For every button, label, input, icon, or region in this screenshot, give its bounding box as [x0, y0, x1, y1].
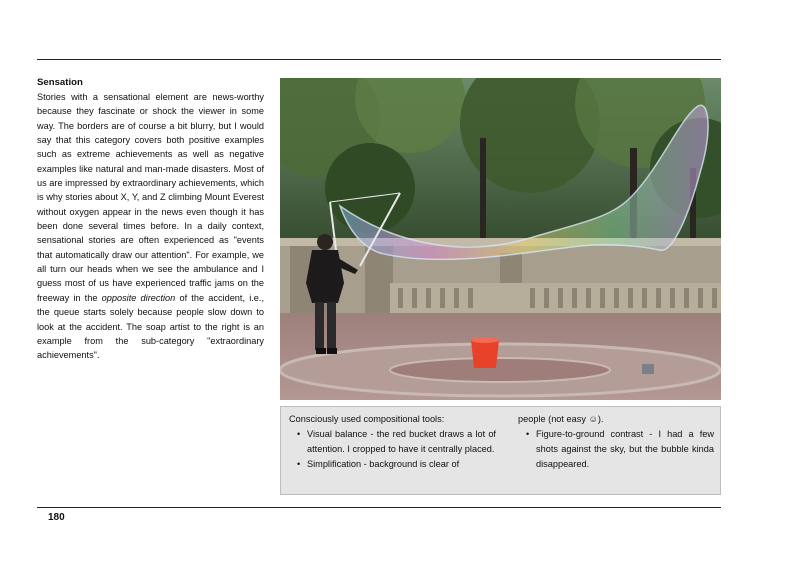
caption-column-left	[289, 412, 496, 472]
caption-item-simplification: • Simplification - background is clear of	[289, 457, 496, 472]
caption-item-figure-ground: • Figure-to-ground contrast - I had a few shots against the sky, but the bubble kinda disappeared.	[518, 427, 714, 472]
soap-artist-photo	[280, 78, 721, 400]
caption-box	[280, 406, 721, 495]
caption-list-2	[518, 427, 714, 472]
caption-title: Consciously used compositional tools:	[289, 414, 445, 424]
caption-item-visual-balance: • Visual balance - the red bucket draws a lot of attention. I cropped to have it centrally placed.	[289, 427, 496, 457]
caption-column-right	[518, 412, 714, 472]
caption-list	[289, 427, 496, 472]
bottom-rule	[37, 507, 721, 508]
red-bucket	[471, 340, 499, 368]
caption-continuation: people (not easy ☺).	[518, 414, 604, 424]
text-column	[37, 76, 264, 363]
paragraph-part-1: Stories with a sensational element are news-worthy because they fascinate or shock the viewer in some way. The borders are of course a bit blurry, but I would say that this category covers both positive examples such as extreme achievements as well as negative examples like natural and man-made disasters. Most of us are impressed by extraordinary achievements, which is why stories about X, Y, and Z climbing Mount Everest without oxygen appear in the news even though it has been done several times before. In a daily context, sensational stories are often experienced as "events that automatically draw our attention". For example, we all turn our heads when we see the ambulance and I guess most of us have experienced traffic jams on the freeway in the	[37, 92, 264, 303]
top-rule	[37, 59, 721, 60]
section-heading: Sensation	[37, 77, 83, 88]
paragraph-emphasis: opposite direction	[101, 292, 176, 303]
page-number: 180	[48, 512, 65, 523]
body-paragraph	[37, 90, 264, 363]
paragraph-part-2: of the accident, i.e., the queue starts solely because people slow down to look at the accident. The soap artist to the right is an example from the sub-category "extraordinary achievements".	[37, 292, 265, 361]
